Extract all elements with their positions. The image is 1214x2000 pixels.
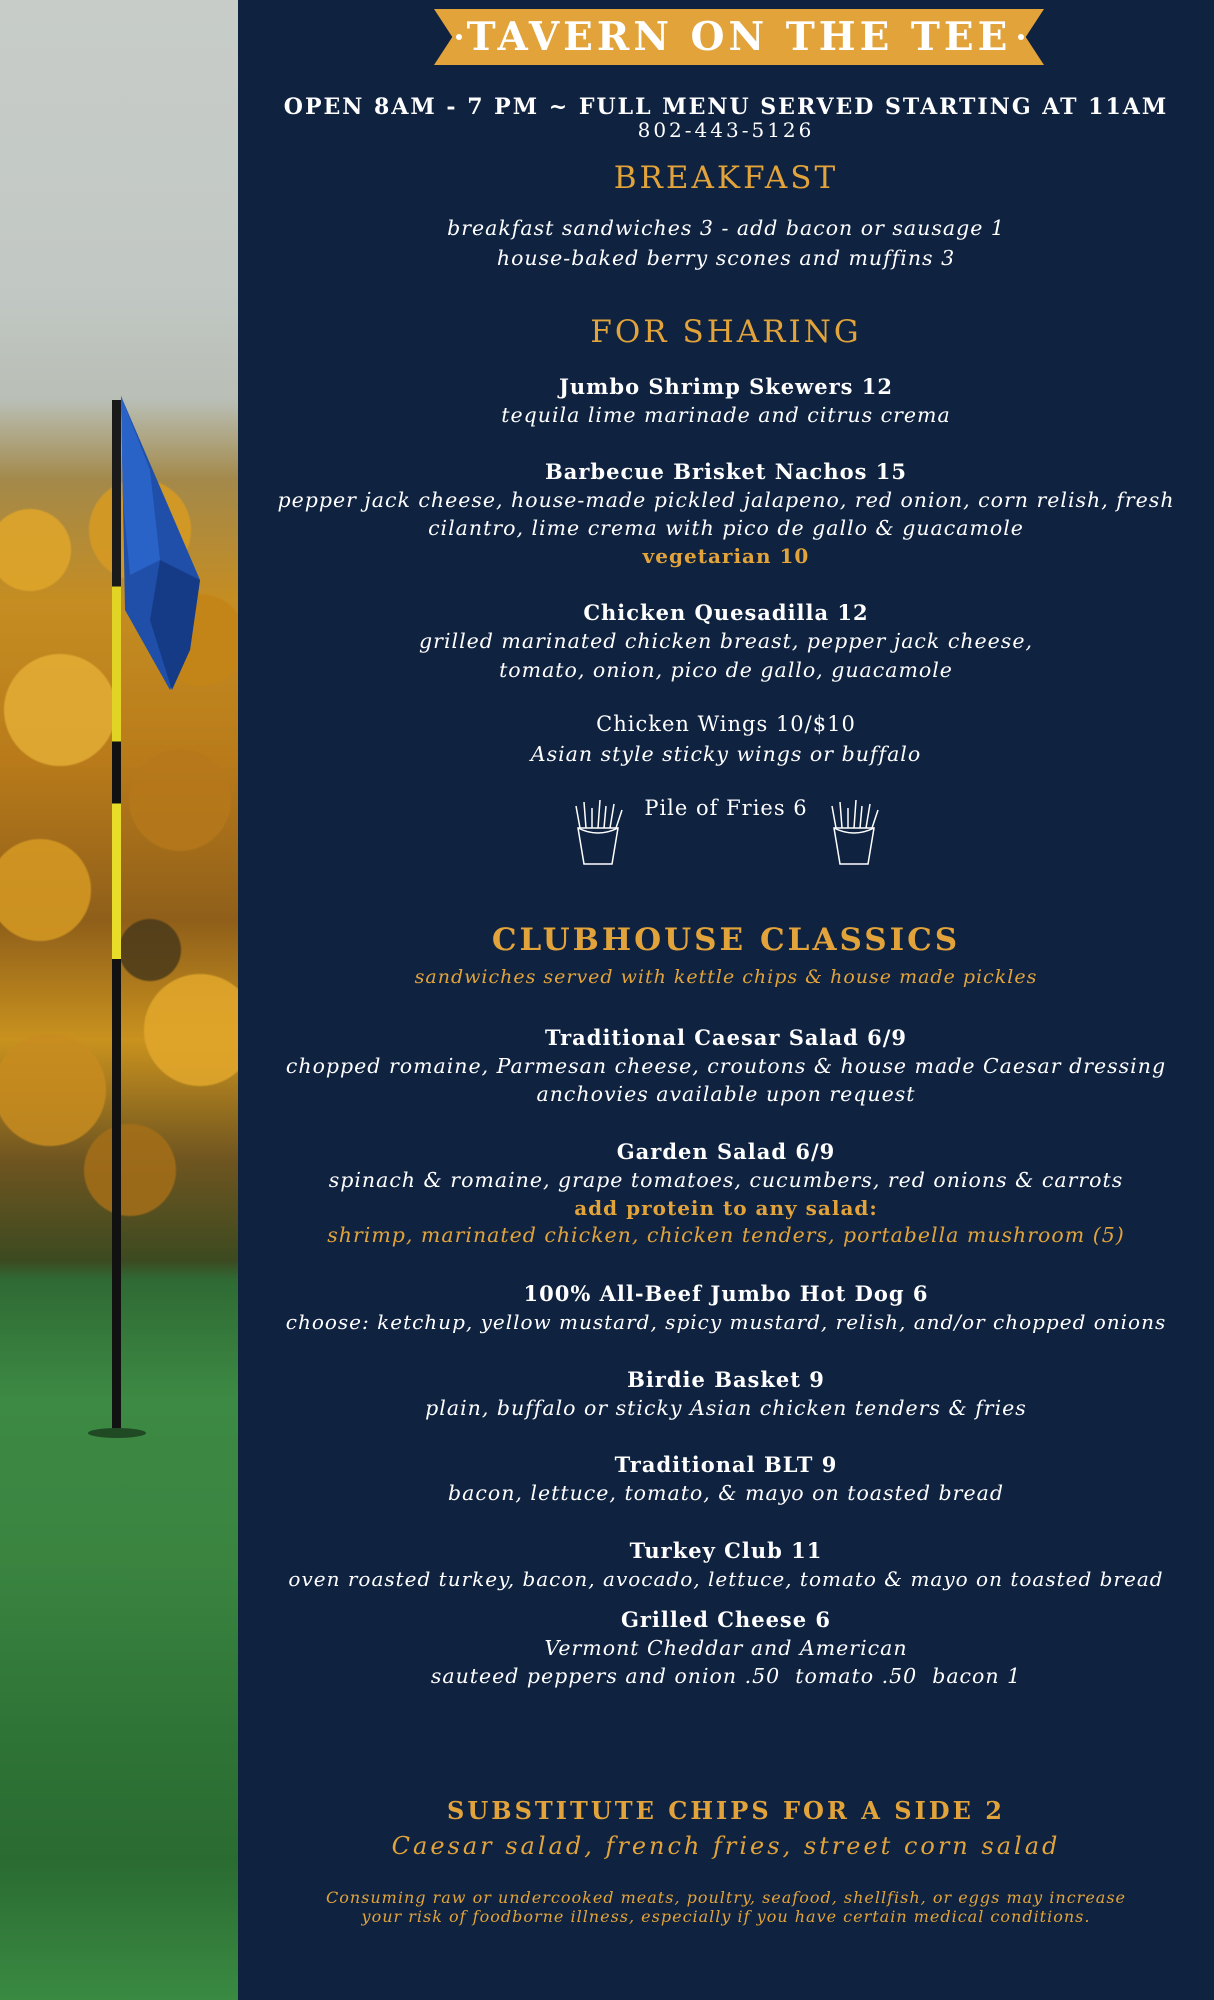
menu-item-title: Jumbo Shrimp Skewers 12	[558, 374, 894, 399]
menu-item-desc: Vermont Cheddar and American	[544, 1636, 908, 1660]
menu-item-desc: grilled marinated chicken breast, pepper jack cheese,	[419, 629, 1033, 653]
sharing-heading: FOR SHARING	[590, 314, 862, 350]
vegetarian-option: vegetarian 10	[642, 544, 810, 568]
menu-item-desc: sauteed peppers and onion .50 tomato .50 bacon 1	[430, 1664, 1022, 1688]
menu-item-desc: oven roasted turkey, bacon, avocado, lettuce, tomato & mayo on toasted bread	[288, 1567, 1164, 1591]
menu-item-title: Garden Salad 6/9	[616, 1139, 836, 1164]
breakfast-line: breakfast sandwiches 3 - add bacon or sausage 1	[447, 216, 1005, 240]
menu-item-title: Pile of Fries 6	[644, 796, 808, 820]
french-fries-icon	[826, 800, 882, 866]
menu-item-desc: plain, buffalo or sticky Asian chicken tenders & fries	[425, 1396, 1027, 1420]
add-protein-note: add protein to any salad:	[574, 1196, 878, 1220]
menu-item-title: Turkey Club 11	[629, 1538, 823, 1563]
golf-cup	[88, 1428, 146, 1438]
breakfast-heading: BREAKFAST	[613, 160, 839, 196]
breakfast-line: house-baked berry scones and muffins 3	[496, 246, 956, 270]
protein-options: shrimp, marinated chicken, chicken tenders, portabella mushroom (5)	[327, 1223, 1125, 1247]
menu-title: TAVERN ON THE TEE	[466, 14, 1012, 60]
flag-pole	[112, 400, 121, 1435]
menu-item-desc: spinach & romaine, grape tomatoes, cucumbers, red onions & carrots	[328, 1168, 1124, 1192]
menu-item-title: Grilled Cheese 6	[620, 1607, 832, 1632]
substitute-heading: SUBSTITUTE CHIPS FOR A SIDE 2	[447, 1796, 1005, 1825]
menu-item-desc: cilantro, lime crema with pico de gallo & guacamole	[428, 516, 1024, 540]
menu-item-title: Birdie Basket 9	[627, 1367, 825, 1392]
phone-number: 802-443-5126	[637, 118, 815, 142]
menu-panel	[238, 0, 1214, 2000]
menu-item-title: Traditional BLT 9	[614, 1452, 838, 1477]
menu-item-title: Barbecue Brisket Nachos 15	[545, 459, 907, 484]
golf-course-photo	[0, 0, 238, 2000]
disclaimer-text: your risk of foodborne illness, especially if you have certain medical conditions.	[361, 1907, 1091, 1926]
menu-item-title: Traditional Caesar Salad 6/9	[544, 1025, 907, 1050]
menu-item-desc: tequila lime marinade and citrus crema	[501, 403, 951, 427]
menu-item-desc: anchovies available upon request	[536, 1082, 916, 1106]
menu-item-desc: tomato, onion, pico de gallo, guacamole	[499, 658, 953, 682]
disclaimer-text: Consuming raw or undercooked meats, poultry, seafood, shellfish, or eggs may increase	[325, 1888, 1127, 1907]
clubhouse-heading: CLUBHOUSE CLASSICS	[491, 922, 961, 958]
menu-item-desc: chopped romaine, Parmesan cheese, croutons & house made Caesar dressing	[285, 1054, 1167, 1078]
clubhouse-subheading: sandwiches served with kettle chips & house made pickles	[414, 966, 1038, 988]
menu-item-desc: Asian style sticky wings or buffalo	[530, 742, 922, 766]
menu-item-title: 100% All-Beef Jumbo Hot Dog 6	[523, 1281, 929, 1306]
menu-item-title: Chicken Quesadilla 12	[583, 600, 869, 625]
menu-item-desc: bacon, lettuce, tomato, & mayo on toasted bread	[448, 1481, 1004, 1505]
substitute-options: Caesar salad, french fries, street corn salad	[391, 1832, 1061, 1860]
menu-item-title: Chicken Wings 10/$10	[596, 712, 856, 736]
menu-item-desc: choose: ketchup, yellow mustard, spicy mustard, relish, and/or chopped onions	[285, 1310, 1167, 1334]
menu-item-desc: pepper jack cheese, house-made pickled jalapeno, red onion, corn relish, fresh	[277, 488, 1175, 512]
hours-text: OPEN 8AM - 7 PM ~ FULL MENU SERVED STARTING AT 11AM	[283, 94, 1169, 120]
